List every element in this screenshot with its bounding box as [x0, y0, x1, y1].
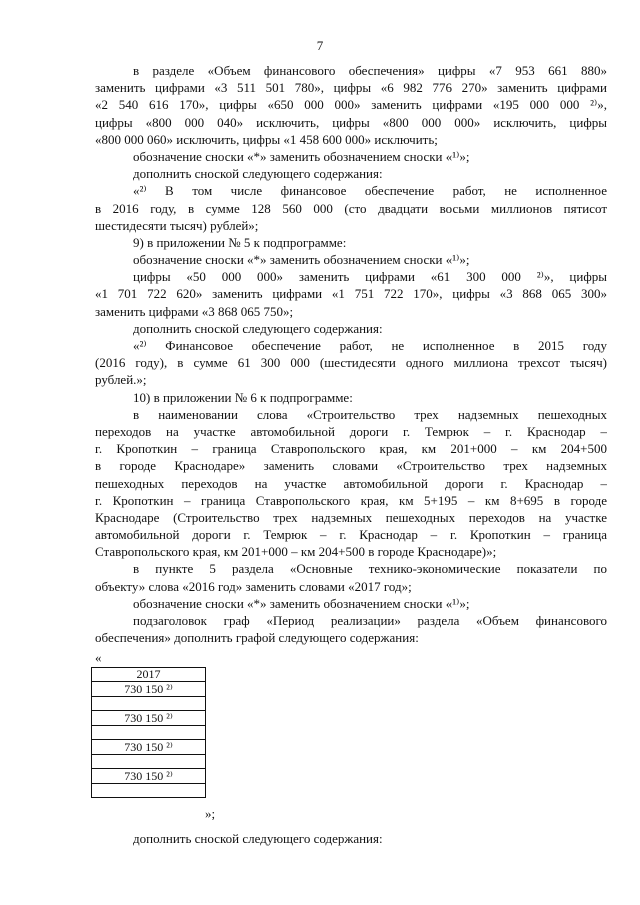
text-line: автомобильной дороги г. Темрюк – г. Краснодар – г. Кропоткин – граница [95, 527, 607, 543]
table-blank-cell [92, 726, 206, 740]
text-line: «2 540 616 170», цифры «650 000 000» заменить цифрами «195 000 000 ²⁾», [95, 97, 607, 113]
table-close-quote: »; [205, 806, 216, 821]
text-line: объекту» слова «2016 год» заменить словами «2017 год»; [95, 578, 412, 594]
table-open-quote: « [95, 650, 102, 665]
text-line: обеспечения» дополнить графой следующего содержания: [95, 630, 419, 646]
text-line: дополнить сноской следующего содержания: [133, 320, 383, 336]
table-blank-cell [92, 755, 206, 769]
text-line: заменить цифрами «3 511 501 780», цифры «6 982 776 270» заменить цифрами [95, 80, 607, 96]
text-line: заменить цифрами «3 868 065 750»; [95, 303, 294, 319]
table-blank-cell [92, 697, 206, 711]
text-line: в городе Краснодаре» заменить словами «Строительство трех надземных [95, 458, 607, 474]
table-blank-cell [92, 784, 206, 798]
text-line: обозначение сноски «*» заменить обозначением сноски «¹⁾»; [133, 252, 470, 268]
tail-paragraph: дополнить сноской следующего содержания: [133, 831, 383, 846]
text-line: обозначение сноски «*» заменить обозначением сноски «¹⁾»; [133, 148, 470, 164]
text-line: «²⁾ Финансовое обеспечение работ, не исполненное в 2015 году [133, 338, 607, 353]
table-header-2017: 2017 [92, 668, 206, 682]
text-line: шестидесяти тысяч) рублей»; [95, 217, 259, 233]
document-body [95, 62, 607, 646]
table-value: 730 150 ²⁾ [92, 711, 206, 726]
table-value: 730 150 ²⁾ [92, 769, 206, 784]
text-line: переходов на участке автомобильной дороги г. Темрюк – г. Краснодар – [95, 423, 607, 439]
table-value: 730 150 ²⁾ [92, 682, 206, 697]
text-line: цифры «800 000 040» исключить, цифры «800 000 000» исключить, цифры [95, 114, 607, 130]
text-line: в разделе «Объем финансового обеспечения» цифры «7 953 661 880» [133, 63, 607, 78]
text-line: 9) в приложении № 5 к подпрограмме: [133, 234, 347, 250]
year-column-table [91, 667, 206, 798]
page-number: 7 [316, 38, 324, 53]
text-line: цифры «50 000 000» заменить цифрами «61 300 000 ²⁾», цифры [133, 269, 607, 285]
text-line: «1 701 722 620» заменить цифрами «1 751 722 170», цифры «3 868 065 300» [95, 286, 607, 302]
text-line: г. Кропоткин – граница Ставропольского края, км 201+000 – км 204+500 [95, 441, 607, 457]
text-line: Ставропольского края, км 201+000 – км 204+500 в городе Краснодаре)»; [95, 544, 497, 560]
text-line: 10) в приложении № 6 к подпрограмме: [133, 389, 353, 405]
text-line: «800 000 060» исключить, цифры «1 458 600 000» исключить; [95, 131, 438, 147]
text-line: «²⁾ В том числе финансовое обеспечение работ, не исполненное [133, 183, 607, 199]
text-line: в пункте 5 раздела «Основные технико-экономические показатели по [133, 561, 607, 577]
text-line: пешеходных переходов на участке автомобильной дороги г. Краснодар – [95, 475, 607, 491]
table-value: 730 150 ²⁾ [92, 740, 206, 755]
text-line: Краснодаре (Строительство трех надземных пешеходных переходов на участке [95, 509, 607, 525]
text-line: (2016 году), в сумме 61 300 000 (шестидесяти одного миллиона трехсот тысяч) [95, 355, 607, 371]
text-line: в 2016 году, в сумме 128 560 000 (сто двадцати восьми миллионов пятисот [95, 200, 607, 216]
text-line: дополнить сноской следующего содержания: [133, 166, 383, 182]
text-line: в наименовании слова «Строительство трех надземных пешеходных [133, 406, 607, 422]
text-line: обозначение сноски «*» заменить обозначением сноски «¹⁾»; [133, 595, 470, 611]
text-line: подзаголовок граф «Период реализации» раздела «Объем финансового [133, 613, 607, 628]
text-line: рублей.»; [95, 372, 147, 388]
text-line: г. Кропоткин – граница Ставропольского края, км 5+195 – км 8+695 в городе [95, 492, 607, 508]
